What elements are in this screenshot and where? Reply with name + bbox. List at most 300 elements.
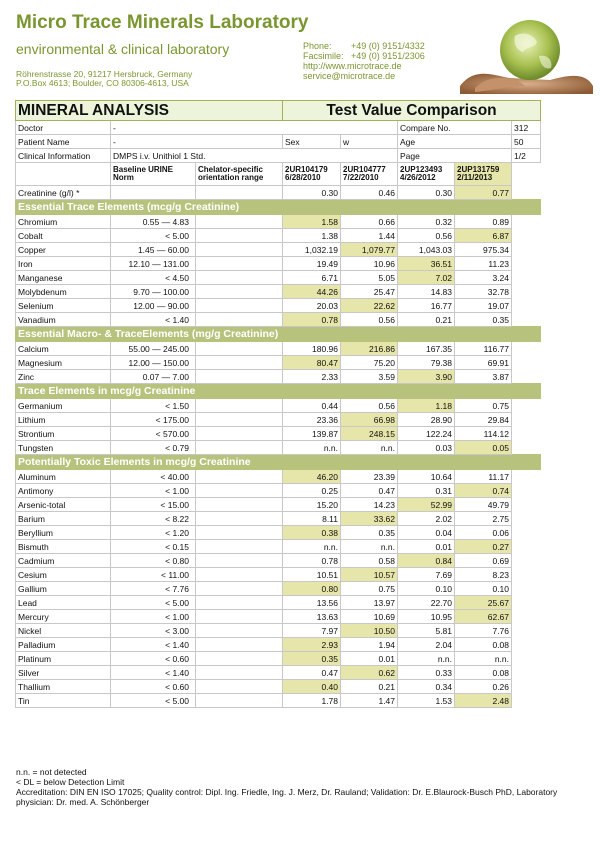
sample-value: 13.63 bbox=[283, 610, 341, 624]
spacer-cell bbox=[512, 370, 541, 384]
element-name: Manganese bbox=[16, 271, 111, 285]
sample-value: 2.02 bbox=[398, 512, 455, 526]
sample-value: 80.47 bbox=[283, 356, 341, 370]
sample-value: 32.78 bbox=[455, 285, 512, 299]
sample-value: 0.77 bbox=[455, 186, 512, 200]
table-row bbox=[16, 680, 541, 694]
sample-value: 6.71 bbox=[283, 271, 341, 285]
baseline-norm: < 5.00 bbox=[111, 694, 196, 708]
chelator-range bbox=[196, 582, 283, 596]
sample-id: 2UP131759 bbox=[457, 164, 500, 174]
spacer-cell bbox=[512, 229, 541, 243]
sample-value: 0.75 bbox=[455, 399, 512, 413]
chelator-range bbox=[196, 680, 283, 694]
sample-value: 29.84 bbox=[455, 413, 512, 427]
element-name: Tin bbox=[16, 694, 111, 708]
baseline-norm: 9.70 — 100.00 bbox=[111, 285, 196, 299]
element-name: Copper bbox=[16, 243, 111, 257]
element-name: Magnesium bbox=[16, 356, 111, 370]
sample-value: 0.33 bbox=[398, 666, 455, 680]
baseline-norm: < 11.00 bbox=[111, 568, 196, 582]
sample-value: 0.30 bbox=[283, 186, 341, 200]
sample-value: 52.99 bbox=[398, 498, 455, 512]
sample-value: 3.87 bbox=[455, 370, 512, 384]
table-row bbox=[16, 186, 541, 200]
sample-value: 167.35 bbox=[398, 342, 455, 356]
element-name: Gallium bbox=[16, 582, 111, 596]
element-name: Vanadium bbox=[16, 313, 111, 327]
sample-value: 0.08 bbox=[455, 666, 512, 680]
sample-value: 11.23 bbox=[455, 257, 512, 271]
sample-value: n.n. bbox=[341, 540, 398, 554]
sample-value: 0.40 bbox=[283, 680, 341, 694]
sample-value: 23.36 bbox=[283, 413, 341, 427]
baseline-norm: < 3.00 bbox=[111, 624, 196, 638]
sample-value: 69.91 bbox=[455, 356, 512, 370]
compare-label: Compare No. bbox=[398, 121, 512, 135]
sample-date: 7/22/2010 bbox=[343, 173, 379, 182]
sample-value: 0.01 bbox=[398, 540, 455, 554]
section-header-row bbox=[16, 384, 541, 399]
spacer-cell bbox=[512, 427, 541, 441]
chelator-range bbox=[196, 498, 283, 512]
table-row bbox=[16, 285, 541, 299]
spacer-cell bbox=[512, 484, 541, 498]
element-name: Cesium bbox=[16, 568, 111, 582]
sample-value: 0.69 bbox=[455, 554, 512, 568]
sample-value: 0.03 bbox=[398, 441, 455, 455]
sample-value: 116.77 bbox=[455, 342, 512, 356]
sample-date: 4/26/2012 bbox=[400, 173, 436, 182]
sample-value: 1.44 bbox=[341, 229, 398, 243]
email-link[interactable]: service@microtrace.de bbox=[303, 71, 396, 81]
sample-value: 0.35 bbox=[341, 526, 398, 540]
sample-value: 139.87 bbox=[283, 427, 341, 441]
chelator-range bbox=[196, 285, 283, 299]
table-row bbox=[16, 342, 541, 356]
sample-value: 25.67 bbox=[455, 596, 512, 610]
chelator-range bbox=[196, 624, 283, 638]
patient-row bbox=[16, 135, 541, 149]
report-title: MINERAL ANALYSIS bbox=[16, 101, 283, 121]
sample-value: 8.11 bbox=[283, 512, 341, 526]
section-title: Potentially Toxic Elements in mcg/g Creatinine bbox=[16, 455, 541, 470]
sample-value: 0.80 bbox=[283, 582, 341, 596]
page-value: 1/2 bbox=[512, 149, 541, 163]
patient-label: Patient Name bbox=[16, 135, 111, 149]
address-line-1: Röhrenstrasse 20, 91217 Hersbruck, Germany bbox=[16, 69, 193, 79]
fax-label: Facsimile: bbox=[303, 51, 344, 61]
chelator-range bbox=[196, 370, 283, 384]
globe-in-hands-logo-icon bbox=[455, 16, 595, 94]
phone-label: Phone: bbox=[303, 41, 332, 51]
sample-value: 0.26 bbox=[455, 680, 512, 694]
baseline-norm: < 1.40 bbox=[111, 313, 196, 327]
table-row bbox=[16, 540, 541, 554]
sample-value: 11.17 bbox=[455, 470, 512, 484]
sample-value: 3.90 bbox=[398, 370, 455, 384]
baseline-norm: < 5.00 bbox=[111, 229, 196, 243]
chelator-range bbox=[196, 257, 283, 271]
spacer-cell bbox=[512, 342, 541, 356]
spacer-cell bbox=[512, 299, 541, 313]
chelator-range bbox=[196, 484, 283, 498]
chelator-range bbox=[196, 243, 283, 257]
sample-value: 8.23 bbox=[455, 568, 512, 582]
chelator-range bbox=[196, 554, 283, 568]
age-value: 50 bbox=[512, 135, 541, 149]
sample-value: 0.46 bbox=[341, 186, 398, 200]
spacer-cell bbox=[512, 652, 541, 666]
spacer-cell bbox=[512, 512, 541, 526]
chelator-range bbox=[196, 652, 283, 666]
sample-value: 79.38 bbox=[398, 356, 455, 370]
spacer-cell bbox=[512, 413, 541, 427]
sample-value: 6.87 bbox=[455, 229, 512, 243]
element-name: Arsenic-total bbox=[16, 498, 111, 512]
sample-value: 1.53 bbox=[398, 694, 455, 708]
chelator-range bbox=[196, 229, 283, 243]
element-name: Thallium bbox=[16, 680, 111, 694]
table-row bbox=[16, 638, 541, 652]
table-row bbox=[16, 427, 541, 441]
table-row bbox=[16, 313, 541, 327]
sample-id: 2UR104777 bbox=[343, 164, 386, 174]
table-row bbox=[16, 568, 541, 582]
sample-value: 0.38 bbox=[283, 526, 341, 540]
table-row bbox=[16, 370, 541, 384]
chelator-range bbox=[196, 596, 283, 610]
sample-value: 0.44 bbox=[283, 399, 341, 413]
sample-value: 19.07 bbox=[455, 299, 512, 313]
sample-value: 0.10 bbox=[398, 582, 455, 596]
spacer-cell bbox=[512, 694, 541, 708]
sample-value: 0.75 bbox=[341, 582, 398, 596]
element-name: Selenium bbox=[16, 299, 111, 313]
baseline-norm: < 1.50 bbox=[111, 399, 196, 413]
element-name: Antimony bbox=[16, 484, 111, 498]
sample-value: 66.98 bbox=[341, 413, 398, 427]
table-row bbox=[16, 512, 541, 526]
clinical-row bbox=[16, 149, 541, 163]
spacer-cell bbox=[512, 638, 541, 652]
table-row bbox=[16, 356, 541, 370]
sample-value: n.n. bbox=[398, 652, 455, 666]
sample-value: 46.20 bbox=[283, 470, 341, 484]
element-name: Silver bbox=[16, 666, 111, 680]
sample-value: 248.15 bbox=[341, 427, 398, 441]
baseline-norm: < 0.15 bbox=[111, 540, 196, 554]
chelator-range bbox=[196, 470, 283, 484]
report-subtitle: Test Value Comparison bbox=[283, 101, 541, 121]
sample-value: n.n. bbox=[283, 441, 341, 455]
sample-value: 2.93 bbox=[283, 638, 341, 652]
element-name: Zinc bbox=[16, 370, 111, 384]
section-header-row bbox=[16, 455, 541, 470]
sample-value: 0.35 bbox=[455, 313, 512, 327]
sample-value: 5.05 bbox=[341, 271, 398, 285]
sample-value: 1,043.03 bbox=[398, 243, 455, 257]
sample-value: 1.47 bbox=[341, 694, 398, 708]
chelator-range bbox=[196, 399, 283, 413]
baseline-norm: < 0.60 bbox=[111, 652, 196, 666]
chelator-range bbox=[196, 568, 283, 582]
baseline-norm: < 0.79 bbox=[111, 441, 196, 455]
sample-value: 0.21 bbox=[341, 680, 398, 694]
sample-value: 2.33 bbox=[283, 370, 341, 384]
baseline-norm: < 1.20 bbox=[111, 526, 196, 540]
table-row bbox=[16, 610, 541, 624]
baseline-norm: < 15.00 bbox=[111, 498, 196, 512]
table-row bbox=[16, 299, 541, 313]
sample-value: 7.69 bbox=[398, 568, 455, 582]
baseline-norm: < 4.50 bbox=[111, 271, 196, 285]
chelator-range bbox=[196, 299, 283, 313]
sample-column-header bbox=[341, 163, 398, 186]
spacer-cell bbox=[512, 568, 541, 582]
sex-label: Sex bbox=[283, 135, 341, 149]
element-name: Nickel bbox=[16, 624, 111, 638]
baseline-norm: 0.55 — 4.83 bbox=[111, 215, 196, 229]
chelator-range bbox=[196, 215, 283, 229]
sample-value: 0.30 bbox=[398, 186, 455, 200]
sample-value: 10.96 bbox=[341, 257, 398, 271]
spacer-cell bbox=[512, 666, 541, 680]
spacer-cell bbox=[512, 186, 541, 200]
lab-contact bbox=[303, 41, 425, 81]
sample-value: 3.24 bbox=[455, 271, 512, 285]
baseline-norm bbox=[111, 186, 196, 200]
section-title: Trace Elements in mcg/g Creatinine bbox=[16, 384, 541, 399]
chelator-column-header: Chelator-specific orientation range bbox=[196, 163, 283, 186]
spacer-cell bbox=[512, 610, 541, 624]
section-header-row bbox=[16, 327, 541, 342]
sample-value: 10.95 bbox=[398, 610, 455, 624]
spacer-cell bbox=[512, 215, 541, 229]
sample-value: 22.70 bbox=[398, 596, 455, 610]
element-name: Platinum bbox=[16, 652, 111, 666]
table-row bbox=[16, 484, 541, 498]
chelator-range bbox=[196, 638, 283, 652]
sample-value: 7.76 bbox=[455, 624, 512, 638]
sample-value: 2.75 bbox=[455, 512, 512, 526]
element-name: Aluminum bbox=[16, 470, 111, 484]
sample-value: 1.58 bbox=[283, 215, 341, 229]
sample-value: 0.56 bbox=[341, 313, 398, 327]
sample-value: 0.35 bbox=[283, 652, 341, 666]
doctor-value: - bbox=[111, 121, 398, 135]
sample-column-header bbox=[398, 163, 455, 186]
chelator-range bbox=[196, 186, 283, 200]
sample-value: 15.20 bbox=[283, 498, 341, 512]
spacer-cell bbox=[512, 243, 541, 257]
sample-value: 49.79 bbox=[455, 498, 512, 512]
sample-value: 75.20 bbox=[341, 356, 398, 370]
sample-date: 2/11/2013 bbox=[457, 173, 493, 182]
sample-value: 0.06 bbox=[455, 526, 512, 540]
table-row bbox=[16, 498, 541, 512]
section-title: Essential Macro- & TraceElements (mg/g Creatinine) bbox=[16, 327, 541, 342]
chelator-range bbox=[196, 413, 283, 427]
sample-value: 0.66 bbox=[341, 215, 398, 229]
lab-title: Micro Trace Minerals Laboratory bbox=[16, 12, 309, 33]
sample-value: 10.51 bbox=[283, 568, 341, 582]
table-row bbox=[16, 243, 541, 257]
sample-value: 10.57 bbox=[341, 568, 398, 582]
sex-value: w bbox=[341, 135, 398, 149]
sample-value: 10.50 bbox=[341, 624, 398, 638]
spacer-cell bbox=[512, 285, 541, 299]
compare-value: 312 bbox=[512, 121, 541, 135]
spacer-cell bbox=[512, 498, 541, 512]
spacer-cell bbox=[512, 596, 541, 610]
spacer-cell bbox=[512, 470, 541, 484]
sample-value: 14.23 bbox=[341, 498, 398, 512]
sample-column-header bbox=[455, 163, 512, 186]
report-footer bbox=[16, 767, 591, 807]
footnote-detection-limit: < DL = below Detection Limit bbox=[16, 777, 125, 787]
patient-value: - bbox=[111, 135, 283, 149]
chelator-range bbox=[196, 441, 283, 455]
sample-value: 25.47 bbox=[341, 285, 398, 299]
doctor-label: Doctor bbox=[16, 121, 111, 135]
sample-value: 0.62 bbox=[341, 666, 398, 680]
chelator-range bbox=[196, 342, 283, 356]
sample-value: 216.86 bbox=[341, 342, 398, 356]
table-row bbox=[16, 582, 541, 596]
chelator-range bbox=[196, 540, 283, 554]
sample-value: 22.62 bbox=[341, 299, 398, 313]
baseline-norm: < 40.00 bbox=[111, 470, 196, 484]
chelator-range bbox=[196, 526, 283, 540]
table-row bbox=[16, 596, 541, 610]
sample-value: 1,079.77 bbox=[341, 243, 398, 257]
spacer-cell bbox=[512, 554, 541, 568]
baseline-norm: 0.07 — 7.00 bbox=[111, 370, 196, 384]
table-row bbox=[16, 229, 541, 243]
age-label: Age bbox=[398, 135, 512, 149]
sample-value: 10.64 bbox=[398, 470, 455, 484]
chelator-range bbox=[196, 694, 283, 708]
table-row bbox=[16, 554, 541, 568]
sample-value: n.n. bbox=[341, 441, 398, 455]
sample-value: 0.89 bbox=[455, 215, 512, 229]
sample-value: 2.04 bbox=[398, 638, 455, 652]
baseline-norm: < 1.40 bbox=[111, 666, 196, 680]
baseline-norm: 55.00 — 245.00 bbox=[111, 342, 196, 356]
fax-value: +49 (0) 9151/2306 bbox=[351, 51, 425, 61]
baseline-norm: < 7.76 bbox=[111, 582, 196, 596]
spacer-cell bbox=[512, 680, 541, 694]
sample-value: 0.25 bbox=[283, 484, 341, 498]
sample-value: 114.12 bbox=[455, 427, 512, 441]
spacer-cell bbox=[512, 313, 541, 327]
sample-value: 0.32 bbox=[398, 215, 455, 229]
sample-value: 0.56 bbox=[341, 399, 398, 413]
sample-value: 0.47 bbox=[341, 484, 398, 498]
element-name: Lead bbox=[16, 596, 111, 610]
table-row bbox=[16, 470, 541, 484]
sample-column-header bbox=[283, 163, 341, 186]
baseline-norm: < 1.00 bbox=[111, 484, 196, 498]
table-row bbox=[16, 257, 541, 271]
sample-value: 3.59 bbox=[341, 370, 398, 384]
sample-value: 1,032.19 bbox=[283, 243, 341, 257]
baseline-norm: < 570.00 bbox=[111, 427, 196, 441]
table-row bbox=[16, 526, 541, 540]
spacer-cell bbox=[512, 271, 541, 285]
element-name: Creatinine (g/l) * bbox=[16, 186, 111, 200]
sample-value: 62.67 bbox=[455, 610, 512, 624]
table-row bbox=[16, 399, 541, 413]
sample-value: 0.27 bbox=[455, 540, 512, 554]
sample-value: 36.51 bbox=[398, 257, 455, 271]
address-line-2: P.O.Box 4613; Boulder, CO 80306-4613, USA bbox=[16, 78, 189, 88]
element-name: Barium bbox=[16, 512, 111, 526]
clinical-label: Clinical Information bbox=[16, 149, 111, 163]
report-title-row bbox=[16, 101, 541, 121]
sample-value: 19.49 bbox=[283, 257, 341, 271]
baseline-norm: < 175.00 bbox=[111, 413, 196, 427]
table-row bbox=[16, 413, 541, 427]
spacer-cell bbox=[512, 526, 541, 540]
sample-value: 0.74 bbox=[455, 484, 512, 498]
element-name: Cobalt bbox=[16, 229, 111, 243]
sample-value: 28.90 bbox=[398, 413, 455, 427]
page-label: Page bbox=[398, 149, 512, 163]
sample-value: 180.96 bbox=[283, 342, 341, 356]
website-link[interactable]: http://www.microtrace.de bbox=[303, 61, 402, 71]
element-name: Cadmium bbox=[16, 554, 111, 568]
sample-value: 33.62 bbox=[341, 512, 398, 526]
sample-value: 0.04 bbox=[398, 526, 455, 540]
sample-value: 14.83 bbox=[398, 285, 455, 299]
baseline-norm: 12.10 — 131.00 bbox=[111, 257, 196, 271]
phone-value: +49 (0) 9151/4332 bbox=[351, 41, 425, 51]
element-name: Bismuth bbox=[16, 540, 111, 554]
sample-value: 0.58 bbox=[341, 554, 398, 568]
sample-value: 0.01 bbox=[341, 652, 398, 666]
lab-subtitle: environmental & clinical laboratory bbox=[16, 41, 230, 57]
sample-value: 0.84 bbox=[398, 554, 455, 568]
sample-value: n.n. bbox=[455, 652, 512, 666]
table-row bbox=[16, 694, 541, 708]
element-name: Germanium bbox=[16, 399, 111, 413]
element-name: Palladium bbox=[16, 638, 111, 652]
chelator-range bbox=[196, 356, 283, 370]
sample-value: 0.34 bbox=[398, 680, 455, 694]
spacer-cell bbox=[512, 399, 541, 413]
sample-value: 1.38 bbox=[283, 229, 341, 243]
sample-value: 0.31 bbox=[398, 484, 455, 498]
doctor-row bbox=[16, 121, 541, 135]
sample-value: 122.24 bbox=[398, 427, 455, 441]
baseline-norm: < 0.80 bbox=[111, 554, 196, 568]
chelator-range bbox=[196, 512, 283, 526]
sample-value: 0.56 bbox=[398, 229, 455, 243]
chelator-range bbox=[196, 666, 283, 680]
element-column-header bbox=[16, 163, 111, 186]
sample-id: 2UP123493 bbox=[400, 164, 443, 174]
sample-value: 20.03 bbox=[283, 299, 341, 313]
spacer-cell bbox=[512, 540, 541, 554]
sample-value: 10.69 bbox=[341, 610, 398, 624]
sample-value: 0.05 bbox=[455, 441, 512, 455]
chelator-range bbox=[196, 271, 283, 285]
section-header-row bbox=[16, 200, 541, 215]
table-row bbox=[16, 441, 541, 455]
sample-value: 0.10 bbox=[455, 582, 512, 596]
